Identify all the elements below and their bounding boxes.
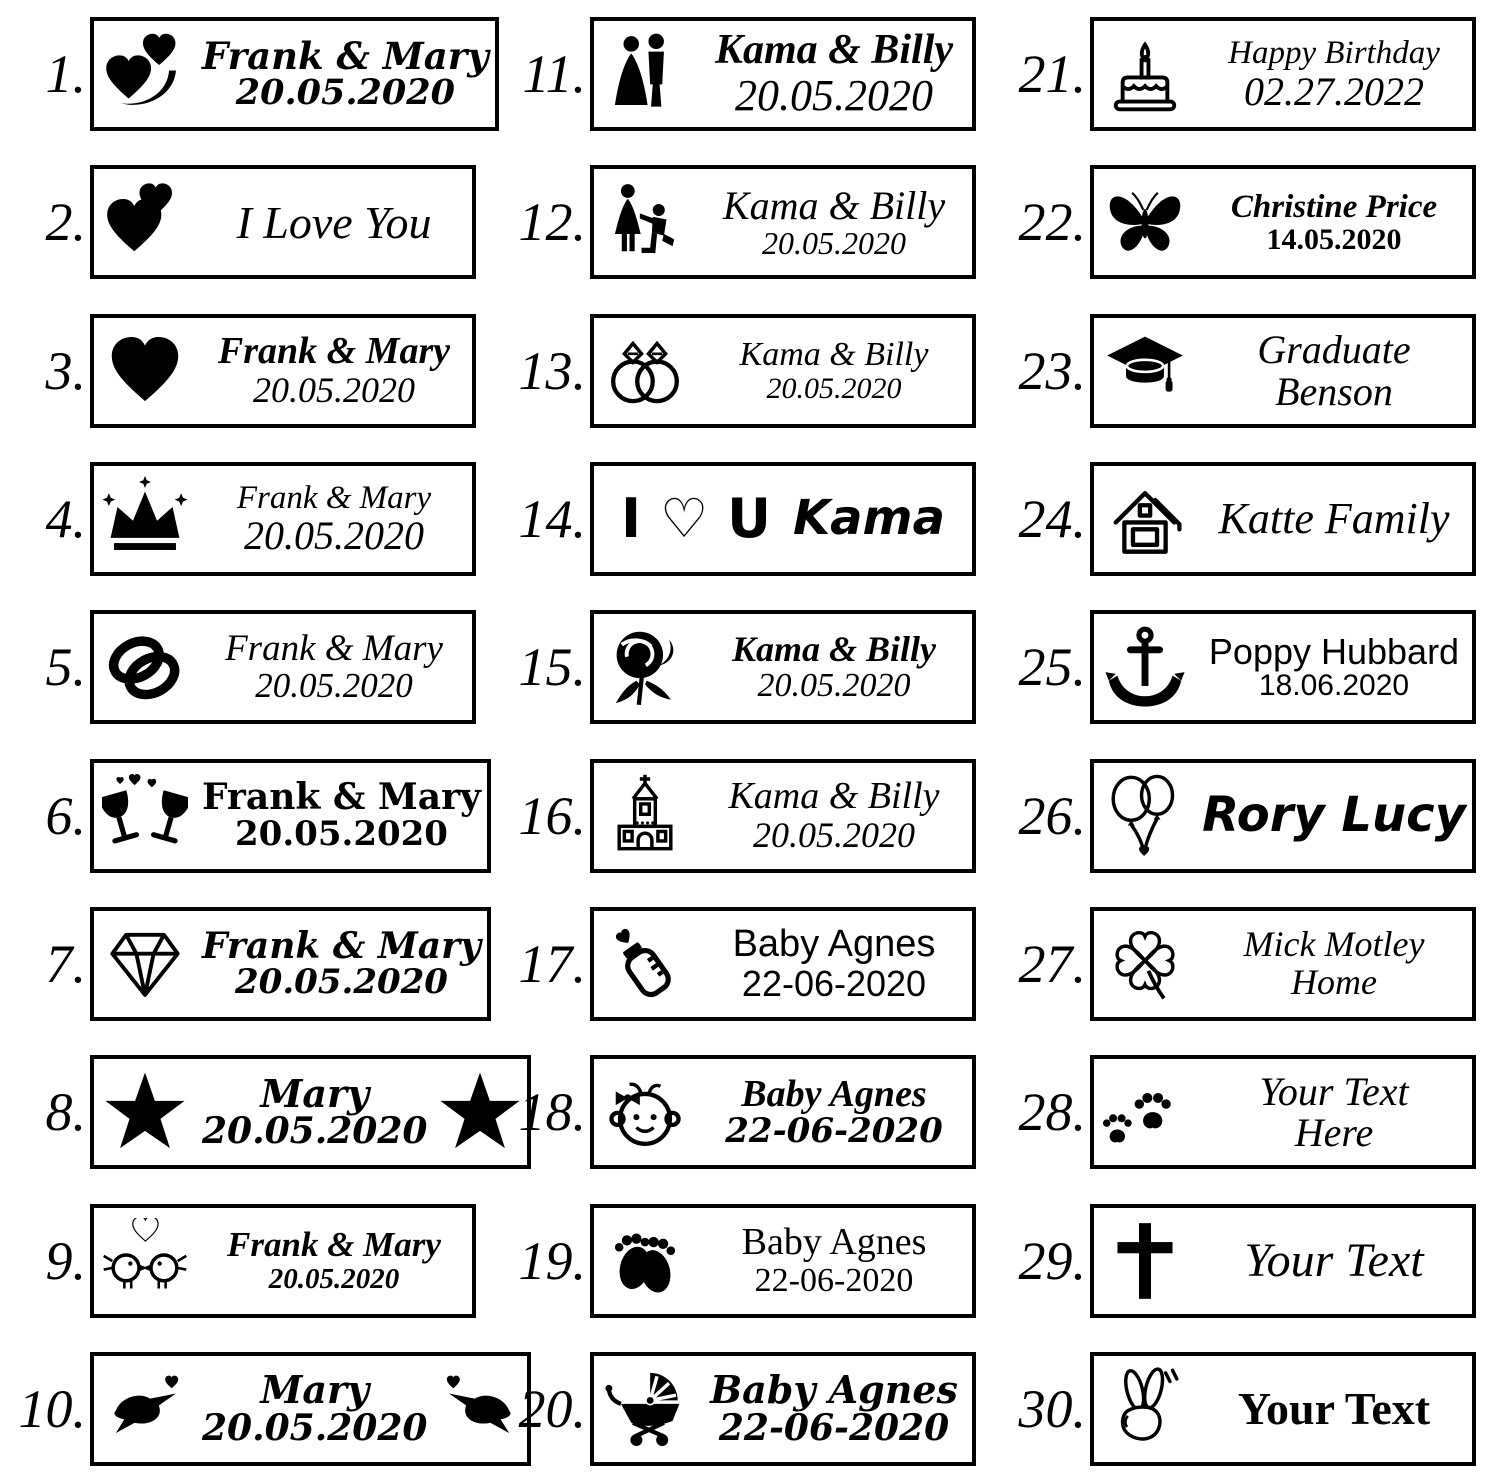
label-text (1196, 36, 1472, 112)
option-number: 24. (1018, 489, 1086, 550)
label-option (0, 445, 500, 593)
label-preview-box (1090, 17, 1476, 131)
wedding-rings-icon (94, 624, 196, 710)
label-line: Your Text (1237, 1382, 1431, 1434)
label-text (196, 332, 472, 409)
label-option (500, 445, 1000, 593)
option-number: 17. (518, 933, 586, 994)
label-text (1196, 496, 1472, 542)
label-line: Rory Lucy (1202, 786, 1466, 843)
label-line: 20.05.2020 (762, 224, 906, 261)
label-option (1000, 890, 1500, 1038)
label-line: Frank & Mary (225, 627, 443, 669)
label-preview-box (590, 610, 976, 724)
option-number: 30. (1018, 1378, 1086, 1439)
label-line: Happy Birthday (1228, 35, 1440, 72)
birthday-cake-icon (1094, 31, 1196, 117)
label-preview-box (1090, 1204, 1476, 1318)
label-preview-box (590, 1352, 976, 1466)
label-line: Kama & Billy (728, 775, 940, 818)
option-number: 1. (45, 44, 86, 105)
label-option (0, 890, 500, 1038)
label-line: 20.05.2020 (202, 1406, 428, 1449)
option-number: 2. (45, 192, 86, 253)
label-text (696, 777, 972, 854)
option-number: 14. (518, 489, 586, 550)
label-line: Poppy Hubbard (1208, 631, 1460, 673)
label-line: Frank & Mary (202, 33, 489, 78)
label-line: Your Text (1244, 1233, 1424, 1287)
label-text (696, 1072, 972, 1152)
label-preview-box (90, 1055, 531, 1169)
label-line: Baby Agnes (732, 923, 936, 966)
label-line: Frank & Mary (202, 776, 481, 819)
option-number: 4. (45, 489, 86, 550)
label-option (1000, 0, 1500, 148)
label-preview-box (590, 1055, 976, 1169)
label-preview-box (590, 1204, 976, 1318)
label-text (696, 27, 972, 121)
label-line: 22-06-2020 (718, 1406, 950, 1449)
label-option (500, 593, 1000, 741)
label-text (696, 628, 972, 705)
label-line: 20.05.2020 (255, 666, 413, 706)
label-line: 14.05.2020 (1266, 223, 1402, 256)
option-number: 7. (45, 933, 86, 994)
label-line: Kama & Billy (722, 183, 946, 228)
label-line: 20.05.2020 (244, 513, 424, 559)
label-option (500, 148, 1000, 296)
option-number: 8. (45, 1082, 86, 1143)
label-preview-box (590, 759, 976, 873)
rose-icon (594, 624, 696, 710)
label-preview-box (90, 907, 491, 1021)
label-line: Kama & Billy (739, 336, 929, 374)
label-line: Baby Agnes (741, 1221, 927, 1264)
option-number: 18. (518, 1082, 586, 1143)
label-text (196, 33, 495, 114)
label-line: 22-06-2020 (741, 962, 927, 1004)
label-line: 02.27.2022 (1244, 68, 1424, 114)
label-text (1196, 1382, 1472, 1434)
label-text (696, 185, 972, 260)
label-text (196, 776, 487, 854)
label-text (1196, 1068, 1472, 1156)
label-line: Katte Family (1218, 494, 1450, 544)
option-number: 26. (1018, 785, 1086, 846)
label-text (196, 196, 472, 248)
label-line: 20.05.2020 (268, 1262, 400, 1295)
label-preview-box (1090, 1352, 1476, 1466)
label-line: Frank & Mary (217, 330, 451, 373)
heart-icon (94, 328, 196, 414)
house-icon (1094, 476, 1196, 562)
label-text (1196, 786, 1472, 843)
label-preview-box (1090, 907, 1476, 1021)
label-preview-box (590, 907, 976, 1021)
option-number: 27. (1018, 933, 1086, 994)
baby-face-icon (594, 1069, 696, 1155)
label-preview-box (1090, 314, 1476, 428)
option-number: 3. (45, 340, 86, 401)
option-number: 25. (1018, 637, 1086, 698)
option-number: 29. (1018, 1230, 1086, 1291)
option-number: 16. (518, 785, 586, 846)
label-text (594, 486, 972, 550)
option-number: 13. (518, 340, 586, 401)
option-number: 15. (518, 637, 586, 698)
label-preview-box (590, 462, 976, 576)
label-preview-box (90, 1352, 531, 1466)
label-text (1196, 633, 1472, 702)
option-number: 11. (522, 44, 586, 105)
label-preview-box (90, 759, 491, 873)
label-text (696, 337, 972, 404)
label-preview-box (1090, 462, 1476, 576)
label-option (1000, 593, 1500, 741)
hearts-swoosh-icon (94, 31, 196, 117)
label-option (500, 297, 1000, 445)
label-text (696, 1367, 972, 1449)
label-preview-box (90, 610, 476, 724)
label-preview-box (590, 17, 976, 131)
label-line: 20.05.2020 (235, 813, 448, 854)
label-line: 20.05.2020 (235, 72, 455, 114)
crown-icon (94, 476, 196, 562)
label-line: Baby Agnes (741, 1072, 927, 1115)
label-option (1000, 148, 1500, 296)
label-option (1000, 445, 1500, 593)
label-option (500, 741, 1000, 889)
label-text (196, 627, 472, 706)
label-preview-box (90, 1204, 476, 1318)
label-line: 20.05.2020 (202, 1110, 428, 1153)
label-option (0, 148, 500, 296)
peace-hand-icon (1094, 1366, 1196, 1452)
label-line: 20.05.2020 (753, 814, 915, 855)
label-line: Kama & Billy (714, 27, 953, 74)
label-preview-box (590, 314, 976, 428)
option-number: 22. (1018, 192, 1086, 253)
label-option (500, 0, 1000, 148)
label-line: 22-06-2020 (754, 1261, 914, 1299)
option-number: 10. (18, 1378, 86, 1439)
label-line: I ♡ U (621, 486, 771, 550)
wedding-couple-icon (594, 31, 696, 117)
label-line: Mick Motley (1243, 924, 1425, 965)
label-line: 20.05.2020 (766, 371, 902, 405)
label-line: 20.05.2020 (235, 961, 448, 1002)
option-number: 6. (45, 785, 86, 846)
label-text (1196, 926, 1472, 1001)
proposal-icon (594, 179, 696, 265)
cross-icon (1094, 1218, 1196, 1304)
paw-prints-icon (1094, 1069, 1196, 1155)
label-option (1000, 741, 1500, 889)
label-option (0, 741, 500, 889)
label-option (500, 890, 1000, 1038)
label-line: Benson (1275, 368, 1393, 414)
label-preview-box (90, 462, 476, 576)
label-line: 20.05.2020 (253, 369, 415, 410)
label-line: Mary (260, 1070, 370, 1116)
label-text (1196, 1233, 1472, 1287)
option-number: 20. (518, 1378, 586, 1439)
clover-icon (1094, 921, 1196, 1007)
butterfly-icon (1094, 179, 1196, 265)
label-text (196, 1227, 472, 1294)
label-line: 20.05.2020 (757, 667, 911, 705)
label-line: Graduate (1257, 327, 1411, 373)
option-number: 28. (1018, 1082, 1086, 1143)
label-option (0, 1038, 500, 1186)
label-preview-box (90, 17, 499, 131)
label-line: Frank & Mary (236, 480, 432, 517)
label-line: Here (1294, 1110, 1374, 1156)
star-icon (94, 1069, 196, 1155)
label-preview-box (1090, 1055, 1476, 1169)
label-option (1000, 1335, 1500, 1483)
option-number: 19. (518, 1230, 586, 1291)
church-icon (594, 773, 696, 859)
label-preview-box (90, 314, 476, 428)
label-line: Kama (792, 490, 945, 547)
baby-bottle-icon (594, 921, 696, 1007)
baby-feet-icon (594, 1218, 696, 1304)
wine-glasses-icon (94, 773, 196, 859)
label-line: I Love You (236, 196, 432, 248)
label-line: 18.06.2020 (1258, 669, 1410, 703)
two-hearts-icon (94, 179, 196, 265)
label-preview-box (1090, 610, 1476, 724)
diamond-icon (94, 921, 196, 1007)
label-line: Kama & Billy (731, 628, 936, 669)
label-preview-box (1090, 165, 1476, 279)
label-option (500, 1038, 1000, 1186)
label-line: Christine Price (1230, 188, 1438, 225)
label-option (1000, 1038, 1500, 1186)
label-text (196, 1070, 433, 1153)
stroller-icon (594, 1366, 696, 1452)
label-line: Mary (260, 1367, 370, 1413)
option-number: 21. (1018, 44, 1086, 105)
option-number: 23. (1018, 340, 1086, 401)
label-option (500, 1186, 1000, 1334)
label-option (0, 593, 500, 741)
label-option (1000, 297, 1500, 445)
label-text (196, 1367, 433, 1449)
label-preview-box (590, 165, 976, 279)
label-line: Home (1291, 961, 1377, 1002)
label-text (696, 1223, 972, 1298)
label-line: 20.05.2020 (735, 71, 933, 121)
label-line: Frank & Mary (202, 924, 481, 967)
anchor-icon (1094, 624, 1196, 710)
option-number: 5. (45, 637, 86, 698)
label-text (196, 924, 487, 1002)
label-option (500, 1335, 1000, 1483)
label-option (0, 297, 500, 445)
option-number: 12. (518, 192, 586, 253)
label-preview-box (90, 165, 476, 279)
love-birds-icon (94, 1218, 196, 1304)
label-option (0, 1335, 500, 1483)
label-text (196, 481, 472, 557)
label-text (1196, 329, 1472, 412)
option-number: 9. (45, 1230, 86, 1291)
graduation-cap-icon (1094, 328, 1196, 414)
label-text (696, 925, 972, 1002)
balloons-icon (1094, 773, 1196, 859)
label-option (0, 0, 500, 148)
label-option (0, 1186, 500, 1334)
dove-icon (94, 1366, 196, 1452)
label-text (1196, 190, 1472, 256)
label-line: Frank & Mary (227, 1225, 441, 1265)
label-preview-box (1090, 759, 1476, 873)
label-option (1000, 1186, 1500, 1334)
rings-diamond-icon (594, 328, 696, 414)
label-line: Baby Agnes (710, 1367, 958, 1413)
label-line: Your Text (1259, 1068, 1409, 1114)
label-line: 22-06-2020 (725, 1111, 943, 1152)
